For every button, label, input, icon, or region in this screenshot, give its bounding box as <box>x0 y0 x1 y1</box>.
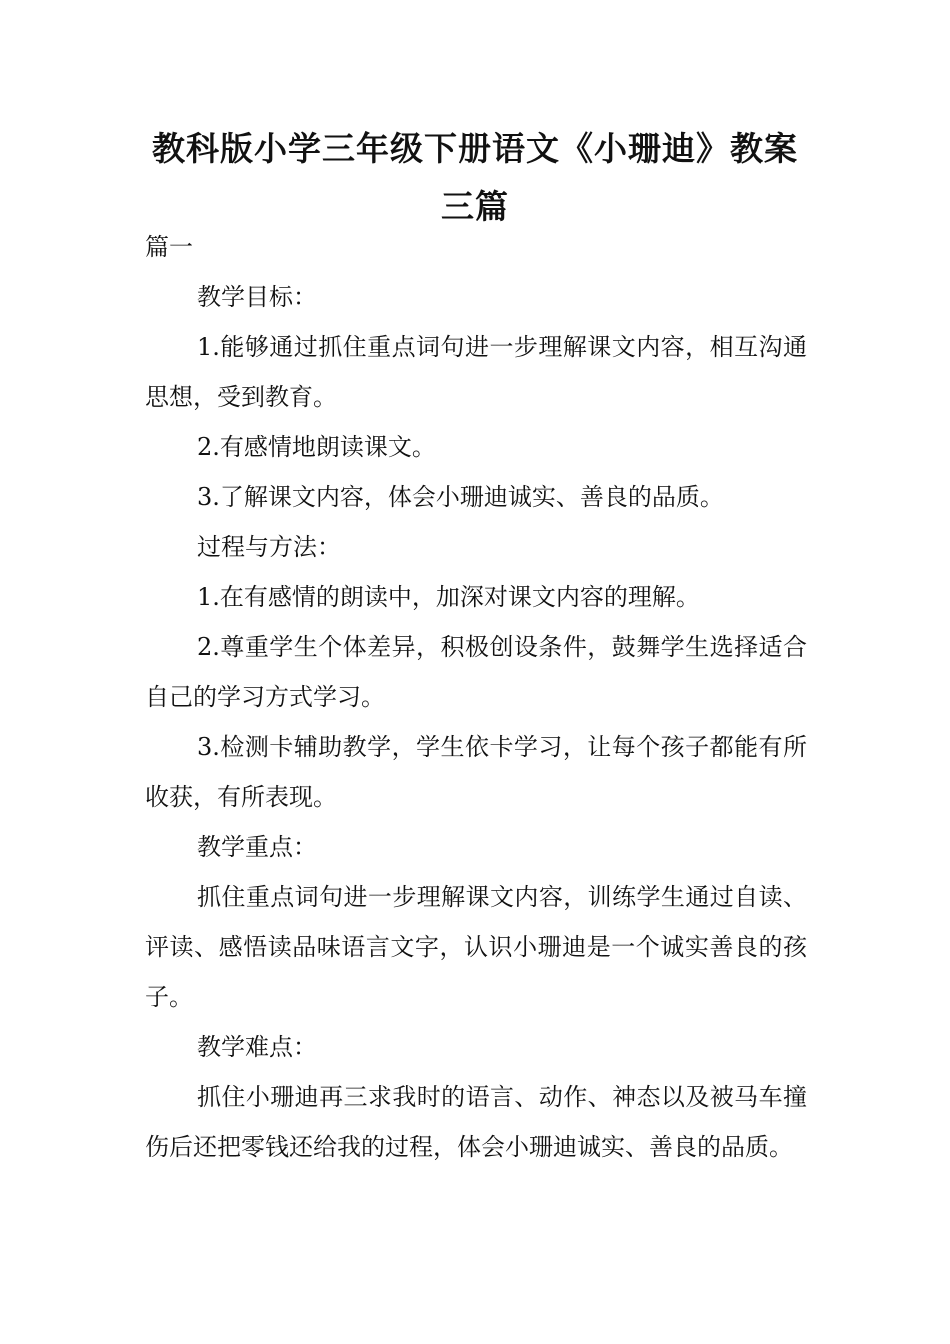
paragraph: 抓住重点词句进一步理解课文内容，训练学生通过自读、评读、感悟读品味语言文字，认识小珊迪是一个诚实善良的孩子。 <box>145 883 807 1011</box>
section-heading: 篇一 <box>145 233 193 261</box>
paragraph: 1.在有感情的朗读中，加深对课文内容的理解。 <box>197 583 700 611</box>
paragraph: 抓住小珊迪再三求我时的语言、动作、神态以及被马车撞伤后还把零钱还给我的过程，体会小珊迪诚实、善良的品质。 <box>145 1083 807 1161</box>
paragraph: 3.了解课文内容，体会小珊迪诚实、善良的品质。 <box>197 483 724 511</box>
subheading-key-points: 教学重点： <box>197 833 317 861</box>
subheading-teaching-goals: 教学目标： <box>197 283 317 311</box>
document-title: 教科版小学三年级下册语文《小珊迪》教案三篇 <box>152 129 798 226</box>
paragraph: 2.有感情地朗读课文。 <box>197 433 436 461</box>
paragraph: 3.检测卡辅助教学，学生依卡学习，让每个孩子都能有所收获，有所表现。 <box>145 733 807 811</box>
subheading-process-methods: 过程与方法： <box>197 533 341 561</box>
paragraph: 1.能够通过抓住重点词句进一步理解课文内容，相互沟通思想，受到教育。 <box>145 333 807 411</box>
paragraph: 2.尊重学生个体差异，积极创设条件，鼓舞学生选择适合自己的学习方式学习。 <box>145 633 807 711</box>
subheading-difficulties: 教学难点： <box>197 1033 317 1061</box>
document-body <box>145 222 807 1172</box>
